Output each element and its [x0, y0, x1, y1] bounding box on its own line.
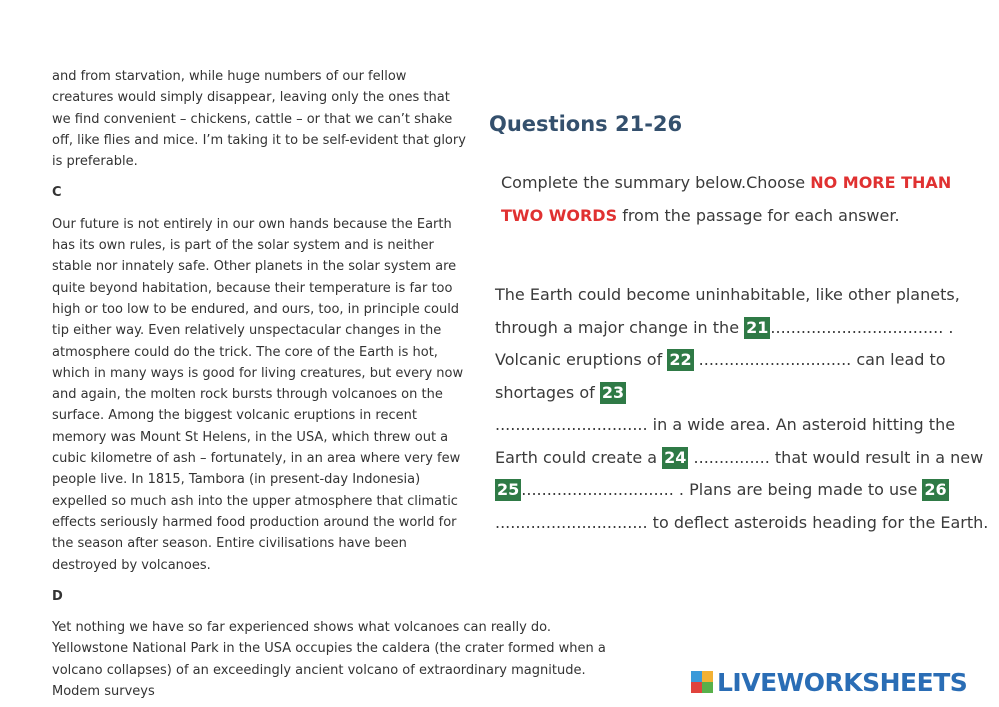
- answer-blank-22[interactable]: ..............................: [693, 350, 852, 369]
- answer-blank-23[interactable]: ..............................: [495, 415, 648, 434]
- answer-blank-21[interactable]: ..................................: [770, 317, 944, 337]
- paragraph-b-end: and from starvation, while huge numbers of our fellow creatures would simply disappear, leaving only the ones that we find convenient – chickens, cattle – or that we can’t shake off, like flies and mice. I’m taking it to be self-evident that glory is preferable.: [52, 69, 466, 170]
- question-number-22: 22: [669, 350, 692, 369]
- paragraph-c: Our future is not entirely in our own hands because the Earth has its own rules, is part of the solar system and is neither stable nor innately safe. Other planets in the solar system are quite beyond habitation, because their temperature is far too high or too low to be endured, and ours, too, in principle could tip either way. Even relatively unspectacular changes in the atmosphere could do the trick. The core of the Earth is hot, which in many ways is good for living creatures, but every now and again, the molten rock bursts through volcanoes on the surface. Among the biggest volcanic eruptions in recent memory was Mount St Helens, in the USA, which threw out a cubic kilometre of ash – fortunately, in an area where very few people live. In 1815, Tambora (in present-day Indonesia) expelled so much ash into the upper atmosphere that climatic effects seriously harmed food production around the world for the season after season. Entire civilisations have been destroyed by volcanoes.: [52, 216, 464, 573]
- summary-sentence: that would result in a new: [769, 447, 984, 467]
- section-heading-c: C: [52, 185, 62, 201]
- section-heading-d: D: [52, 588, 63, 604]
- instruction-word-limit: NO MORE THAN TWO WORDS: [501, 173, 952, 225]
- questions-title: Questions 21-26: [489, 112, 683, 136]
- instructions: [501, 166, 981, 232]
- question-number-24: 24: [664, 447, 687, 467]
- summary-sentence: to deflect asteroids heading for the Earth.: [647, 512, 989, 532]
- liveworksheets-logo: [691, 667, 967, 697]
- answer-blank-26[interactable]: ..............................: [495, 512, 648, 532]
- question-number-23: 23: [601, 382, 625, 402]
- instruction-text: Complete the summary below.Choose: [501, 173, 811, 192]
- summary-sentence: . Volcanic eruptions of: [495, 317, 954, 369]
- paragraph-d: Yet nothing we have so far experienced shows what volcanoes can really do. Yellowstone National Park in the USA occupies the caldera (the crater formed when a volcano collapses) of an exceedingly ancient volcano of extraordinary magnitude. Modem surveys: [52, 620, 606, 700]
- summary-sentence: in a wide area. An asteroid hitting the Earth could create a: [495, 415, 956, 467]
- summary-sentence: The Earth could become uninhabitable, like other planets, through a major change in the: [495, 285, 960, 337]
- question-number-21: 21: [746, 317, 769, 337]
- summary-sentence: can lead to shortages of: [495, 350, 946, 402]
- question-number-26: 26: [924, 480, 947, 499]
- summary-sentence: . Plans are being made to use: [673, 480, 923, 499]
- logo-mark-icon: [691, 671, 713, 693]
- answer-blank-25[interactable]: ..............................: [521, 480, 674, 499]
- question-number-25: 25: [497, 480, 520, 499]
- logo-text: LIVEWORKSHEETS: [717, 667, 968, 697]
- instruction-text-end: from the passage for each answer.: [617, 206, 900, 225]
- summary-text: [495, 279, 995, 539]
- answer-blank-24[interactable]: ...............: [688, 447, 770, 467]
